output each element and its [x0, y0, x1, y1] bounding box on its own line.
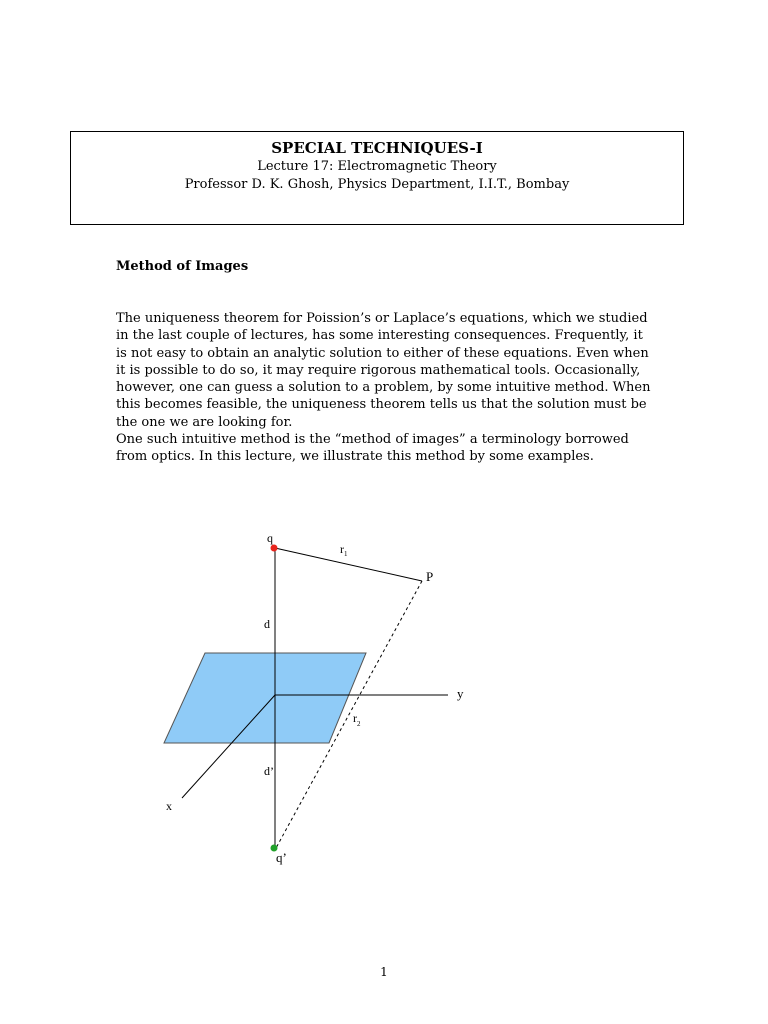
text-line: is not easy to obtain an analytic solution to either of these equations. Even when	[116, 345, 649, 361]
lecture-subtitle: Lecture 17: Electromagnetic Theory	[257, 159, 497, 174]
author-line: Professor D. K. Ghosh, Physics Department, I.I.T., Bombay	[184, 177, 570, 192]
label-r2	[353, 711, 361, 728]
r1-line	[275, 548, 422, 581]
label-q-prime: q’	[276, 850, 287, 865]
label-y: y	[457, 686, 464, 701]
body-paragraph	[116, 310, 676, 466]
text-line: however, one can guess a solution to a problem, by some intuitive method. When	[116, 380, 651, 396]
label-r1-sub: 1	[344, 550, 348, 558]
section-heading: Method of Images	[116, 259, 249, 274]
text-line: One such intuitive method is the “method of images” a terminology borrowed	[116, 432, 629, 448]
text-line: the one we are looking for.	[116, 414, 293, 430]
label-p: P	[426, 569, 434, 584]
method-of-images-diagram	[150, 525, 480, 875]
conducting-plane	[164, 653, 366, 743]
label-x: x	[166, 799, 172, 813]
label-d-prime: d’	[264, 764, 274, 778]
text-line: it is possible to do so, it may require rigorous mathematical tools. Occasionally,	[116, 362, 641, 378]
text-line: in the last couple of lectures, has some interesting consequences. Frequently, it	[116, 328, 643, 344]
document-title: SPECIAL TECHNIQUES-I	[271, 139, 483, 157]
label-r1	[340, 542, 348, 558]
text-line: this becomes feasible, the uniqueness theorem tells us that the solution must be	[116, 397, 647, 413]
label-r2-main: r	[353, 711, 357, 725]
label-r2-sub: 2	[357, 720, 361, 728]
charge-q-point	[271, 545, 278, 552]
page-number: 1	[380, 965, 388, 979]
label-r1-main: r	[340, 542, 344, 556]
text-line: The uniqueness theorem for Poission’s or Laplace’s equations, which we studied	[116, 311, 648, 326]
label-q: q	[267, 531, 273, 545]
label-d: d	[264, 617, 270, 631]
text-line: from optics. In this lecture, we illustrate this method by some examples.	[116, 449, 594, 465]
title-box	[70, 131, 684, 225]
